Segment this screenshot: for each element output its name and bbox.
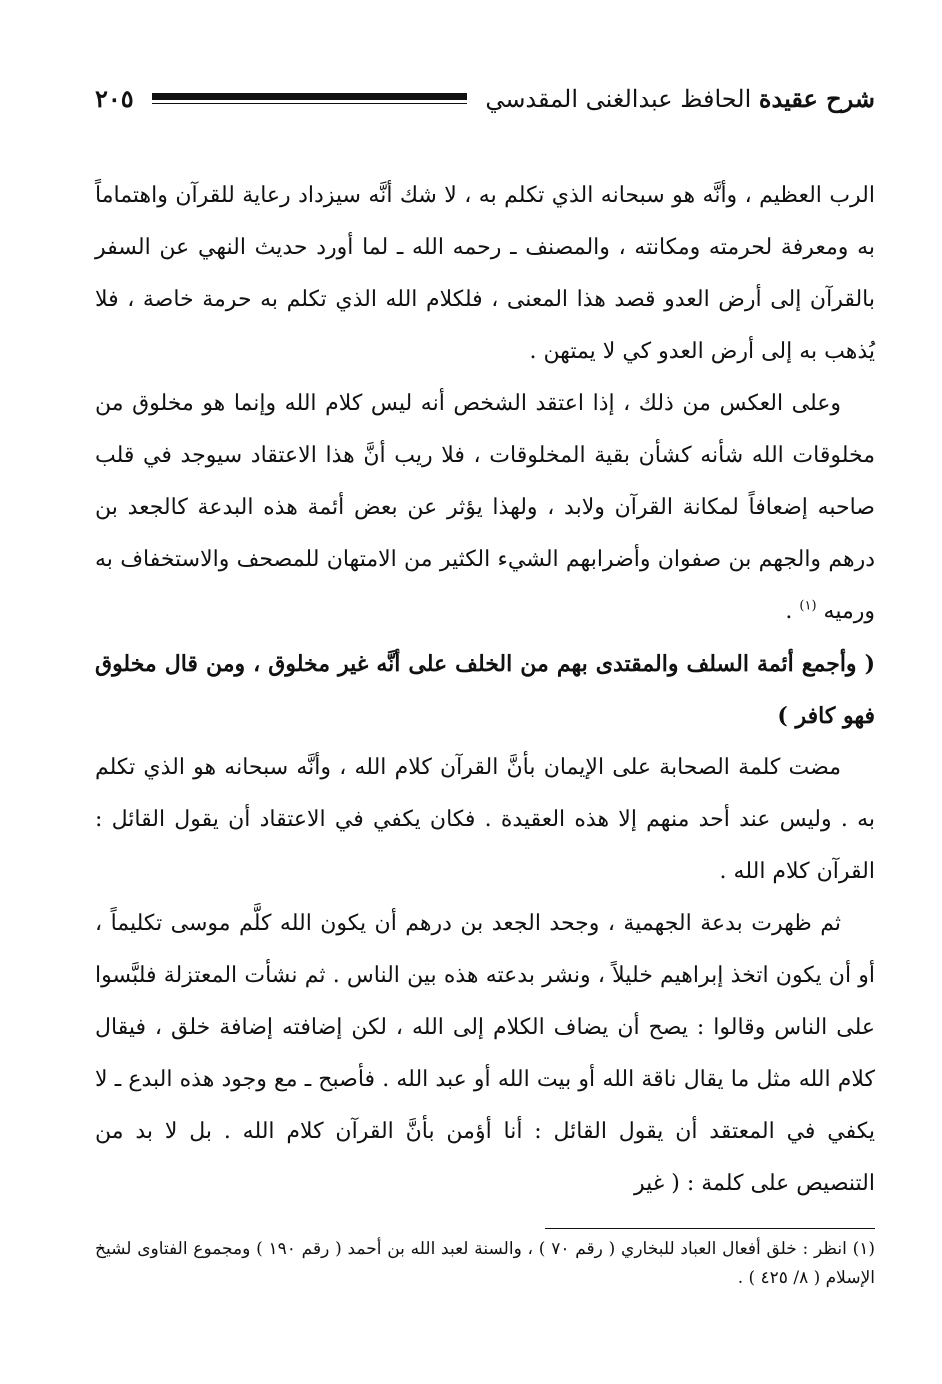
matn-quote: ( وأجمع أئمة السلف والمقتدى بهم من الخلف على أنَّه غير مخلوق ، ومن قال مخلوق فهو كافر )	[95, 651, 875, 729]
paragraph-2-text: وعلى العكس من ذلك ، إذا اعتقد الشخص أنه ليس كلام الله وإنما هو مخلوق من مخلوقات الله شأنه كشأن بقية المخلوقات ، فلا ريب أنَّ هذا الاعتقاد سيوجد في قلب صاحبه إضعافاً لمكانة القرآن ولابد ، ولهذا يؤثر عن بعض أئمة هذه البدعة كالجعد بن درهم والجهم بن صفوان وأضرابهم الشيء الكثير من الامتهان للمصحف والاستخفاف به ورميه	[95, 391, 875, 624]
paragraph-2-end: .	[785, 599, 793, 624]
running-title-bold: شرح عقيدة	[758, 83, 875, 113]
footnote-marker: (١)	[799, 598, 817, 614]
page-number: ٢٠٥	[95, 83, 134, 113]
page	[95, 70, 875, 1293]
running-header	[95, 70, 875, 126]
paragraph-4: ثم ظهرت بدعة الجهمية ، وجحد الجعد بن درهم أن يكون الله كلَّم موسى تكليماً ، أو أن يكون اتخذ إبراهيم خليلاً ، ونشر بدعته هذه بين الناس . ثم نشأت المعتزلة فلبَّسوا على الناس وقالوا : يصح أن يضاف الكلام إلى الله ، لكن إضافته إضافة خلق ، فيقال كلام الله مثل ما يقال ناقة الله أو بيت الله أو عبد الله . فأصبح ـ مع وجود هذه البدع ـ لا يكفي في المعتقد أن يقول القائل : أنا أؤمن بأنَّ القرآن كلام الله . بل لا بد من التنصيص على كلمة : ( غير	[95, 911, 875, 1196]
paragraph-2	[95, 378, 875, 638]
paragraph-3: مضت كلمة الصحابة على الإيمان بأنَّ القرآن كلام الله ، وأنَّه سبحانه هو الذي تكلم به . وليس عند أحد منهم إلا هذه العقيدة . فكان يكفي في الاعتقاد أن يقول القائل : القرآن كلام الله .	[95, 755, 875, 884]
footnote-rule	[545, 1228, 875, 1229]
body-text	[95, 170, 875, 1210]
paragraph-1: الرب العظيم ، وأنَّه هو سبحانه الذي تكلم به ، لا شك أنَّه سيزداد رعاية للقرآن واهتماماً به ومعرفة لحرمته ومكانته ، والمصنف ـ رحمه الله ـ لما أورد حديث النهي عن السفر بالقرآن إلى أرض العدو قصد هذا المعنى ، فلكلام الله الذي تكلم به حرمة خاصة ، فلا يُذهب به إلى أرض العدو كي لا يمتهن .	[95, 183, 875, 364]
header-rule	[152, 93, 468, 104]
running-title	[485, 84, 875, 113]
running-title-rest: الحافظ عبدالغنى المقدسي	[485, 84, 752, 113]
footnote: (١) انظر : خلق أفعال العباد للبخاري ( رقم ٧٠ ) ، والسنة لعبد الله بن أحمد ( رقم ١٩٠ ) ومجموع الفتاوى لشيخ الإسلام ( ٨/ ٤٢٥ ) .	[95, 1239, 875, 1288]
